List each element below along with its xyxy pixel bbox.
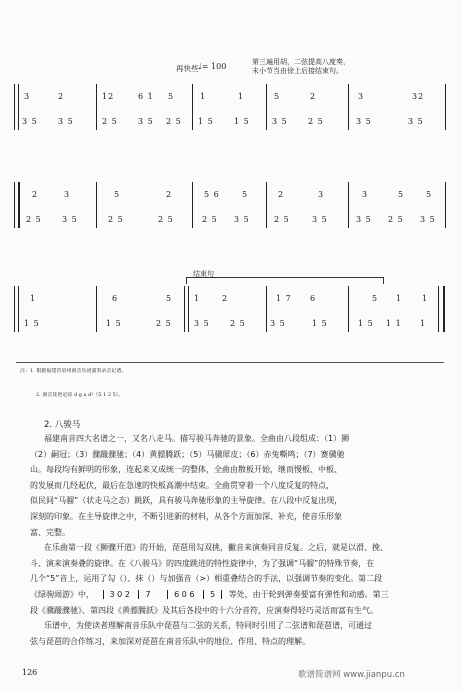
barline	[348, 84, 349, 130]
paragraph-line: 几个“5”音上，运用了勾（）、抹（）与加强音（>）相重叠结合的手法，以强调节奏的变化。第二段	[30, 574, 383, 584]
note: 1	[200, 92, 207, 101]
note: 2	[222, 294, 229, 303]
note: 3 5	[270, 319, 286, 328]
footnote-1: 注：1. 根据福建省泉州南音乐团演奏录音记谱。	[20, 368, 127, 374]
paragraph-line: 福建南音四大名谱之一，又名八走马。描写骏马奔驰的景象。全曲由八段组成：（1）狮	[44, 434, 350, 443]
note: 3 5	[194, 319, 210, 328]
note: 2	[58, 92, 65, 101]
paragraph-line: 富、完整。	[30, 527, 70, 537]
barline	[348, 286, 349, 332]
section-heading: 2. 八骏马	[44, 420, 81, 430]
barline	[18, 286, 19, 332]
paragraph-line-with-notation	[30, 587, 436, 603]
paragraph-line: 弦与琵琶的合作练习，来加深对琵琶在南音乐队中的地位、作用、特点的理解。	[30, 636, 310, 646]
barline	[18, 182, 20, 228]
note: 5	[242, 190, 249, 199]
note: 2	[32, 190, 39, 199]
note: 2 5	[166, 117, 182, 126]
note: 1 5	[198, 117, 214, 126]
note: 3 5	[62, 215, 78, 224]
note: 5	[114, 190, 121, 199]
note: 5 6	[204, 190, 220, 199]
ending-bracket	[186, 270, 384, 284]
barline	[445, 182, 446, 228]
note: 2 5	[102, 117, 118, 126]
tempo-mark: ♩= 100	[198, 62, 227, 71]
barline	[96, 84, 97, 130]
barline	[18, 84, 19, 130]
note: 2 5	[388, 215, 404, 224]
note: 2 5	[230, 319, 246, 328]
barline	[266, 182, 267, 228]
note: 3 5	[138, 117, 154, 126]
note: 5	[372, 294, 379, 303]
note: 2	[278, 190, 285, 199]
score-system-2	[18, 182, 446, 228]
barline	[445, 84, 446, 130]
note: 5	[274, 92, 281, 101]
note: 2 5	[308, 117, 324, 126]
barline	[266, 84, 267, 130]
notation-figure: 3 0 2	[103, 590, 136, 599]
barline	[192, 182, 193, 228]
note: 2	[166, 190, 173, 199]
note: 5	[426, 190, 433, 199]
body-text	[30, 431, 436, 649]
score-system-3	[18, 286, 446, 332]
note: 1	[396, 294, 403, 303]
tempo-annotation-line: 第三遍用胡，二弦提高八度奏，	[252, 58, 350, 66]
note: 6	[310, 294, 317, 303]
note: 6 1	[138, 92, 154, 101]
note: 3 5	[356, 215, 372, 224]
paragraph-line: 在乐曲第一段《狮骤开道》的开始，琵琶用勾双挑，撇音来演奏同音反复。之后，就是以滑、挽、	[44, 543, 388, 553]
note: 1	[30, 294, 37, 303]
note: 5	[168, 92, 175, 101]
barline	[188, 286, 189, 332]
note: 2	[310, 92, 317, 101]
note: 3	[318, 190, 325, 199]
note: 3	[64, 190, 71, 199]
note: 2 5	[274, 215, 290, 224]
note: 3 5	[58, 117, 74, 126]
barline	[266, 286, 267, 332]
paragraph-line: 斗、演来演奏叠的旋律。在《八骏马》的四度跳进的特性旋律中，为了强调“马骝”的特殊节奏，在	[30, 558, 375, 568]
note: 3 5	[22, 117, 38, 126]
paragraph-line: 乐谱中，为使读者理解南音乐队中琵琶与二弦的关系，特同时引用了二弦谱和琵琶谱，可通过	[44, 621, 372, 631]
note: 1	[420, 319, 427, 328]
note: 1 5	[234, 117, 250, 126]
note: 12	[102, 92, 115, 101]
note: 2 5	[108, 215, 124, 224]
note: 3 5	[272, 117, 288, 126]
paragraph-fragment: 《绿驹闹游》中，	[30, 589, 94, 599]
tempo-annotation-line: 末小节当由徐上后接结束句。	[252, 67, 343, 75]
paragraph-line: 段《骥躐骤驰》、第四段《黄骠腾跃》及其后各段中的十六分音符，应演奏得轻巧灵活而富有生气。	[30, 605, 378, 615]
note: 1	[238, 92, 245, 101]
note: 5	[398, 190, 405, 199]
final-barline	[443, 286, 445, 332]
barline	[184, 286, 185, 332]
note: 5	[166, 294, 173, 303]
note: 3 5	[420, 215, 436, 224]
tempo-annotation	[252, 58, 402, 76]
note: 1 1	[386, 319, 402, 328]
note: 3	[362, 190, 369, 199]
note: 1 5	[24, 319, 40, 328]
paragraph-line: 似民间“马骝”（状走马之态）跳跃，具有骏马奔驰形象的主导旋律。在八段中反复出现，	[30, 496, 343, 506]
paragraph-line: 的发展而几经起伏，最后在急速的快板高潮中结束。全曲贯穿着一个八度反复的特点，	[30, 480, 334, 490]
note: 2 5	[158, 215, 174, 224]
barline	[192, 84, 193, 130]
site-watermark: 歌谱简谱网 www.jianpu.cn	[298, 670, 405, 680]
score-system-1	[18, 84, 446, 130]
note: 32	[412, 92, 425, 101]
note: 3	[358, 92, 365, 101]
note: 1 7	[276, 294, 292, 303]
note: 3 5	[408, 117, 424, 126]
note: 2 5	[26, 215, 42, 224]
note: 3 5	[356, 117, 372, 126]
notation-figure: 7	[138, 590, 156, 599]
notation-figure: 6 0 6	[167, 590, 200, 599]
note: 3 5	[312, 215, 328, 224]
note: 1	[422, 294, 429, 303]
note: 2 5	[202, 215, 218, 224]
barline	[348, 182, 349, 228]
page-number: 126	[22, 668, 38, 677]
note: 3 5	[234, 215, 250, 224]
note: 6	[112, 294, 119, 303]
footnote-2: 2. 南音琵琶定弦 d g a d¹（5 1 2 5）。	[36, 392, 124, 398]
barline	[96, 182, 97, 228]
note: 1 5	[106, 319, 122, 328]
note: 1 5	[312, 319, 328, 328]
paragraph-line: 山。每段均有鲜明的形象，连起来又成统一的整体，全曲由散板开始，继而慢板、中板、	[30, 465, 342, 475]
note: 1 5	[358, 319, 374, 328]
barline	[96, 286, 97, 332]
note: 3	[24, 92, 31, 101]
ending-bracket-label: 结束句	[193, 270, 214, 278]
barline	[438, 286, 439, 332]
note: 2 5	[156, 319, 172, 328]
paragraph-line: 深刻的印象。在主导旋律之中，不断引进新的材料，从各个方面加深、补充，使音乐形象	[30, 511, 342, 521]
paragraph-fragment: 等处，由于轮到弹奏要富有弹性和动感。第三	[228, 589, 389, 599]
score-end-rule	[16, 362, 444, 363]
note: 1	[194, 294, 201, 303]
tempo-label: 再快些	[176, 64, 199, 73]
notation-figure: 5	[203, 590, 222, 599]
paragraph-line: （2）嗣冠；（3）骤躐骤驰；（4）黄骠腾跃；（5）马骥犀皮；（6）赤兔嘶鸣；（7）赛骥驰	[30, 449, 345, 459]
